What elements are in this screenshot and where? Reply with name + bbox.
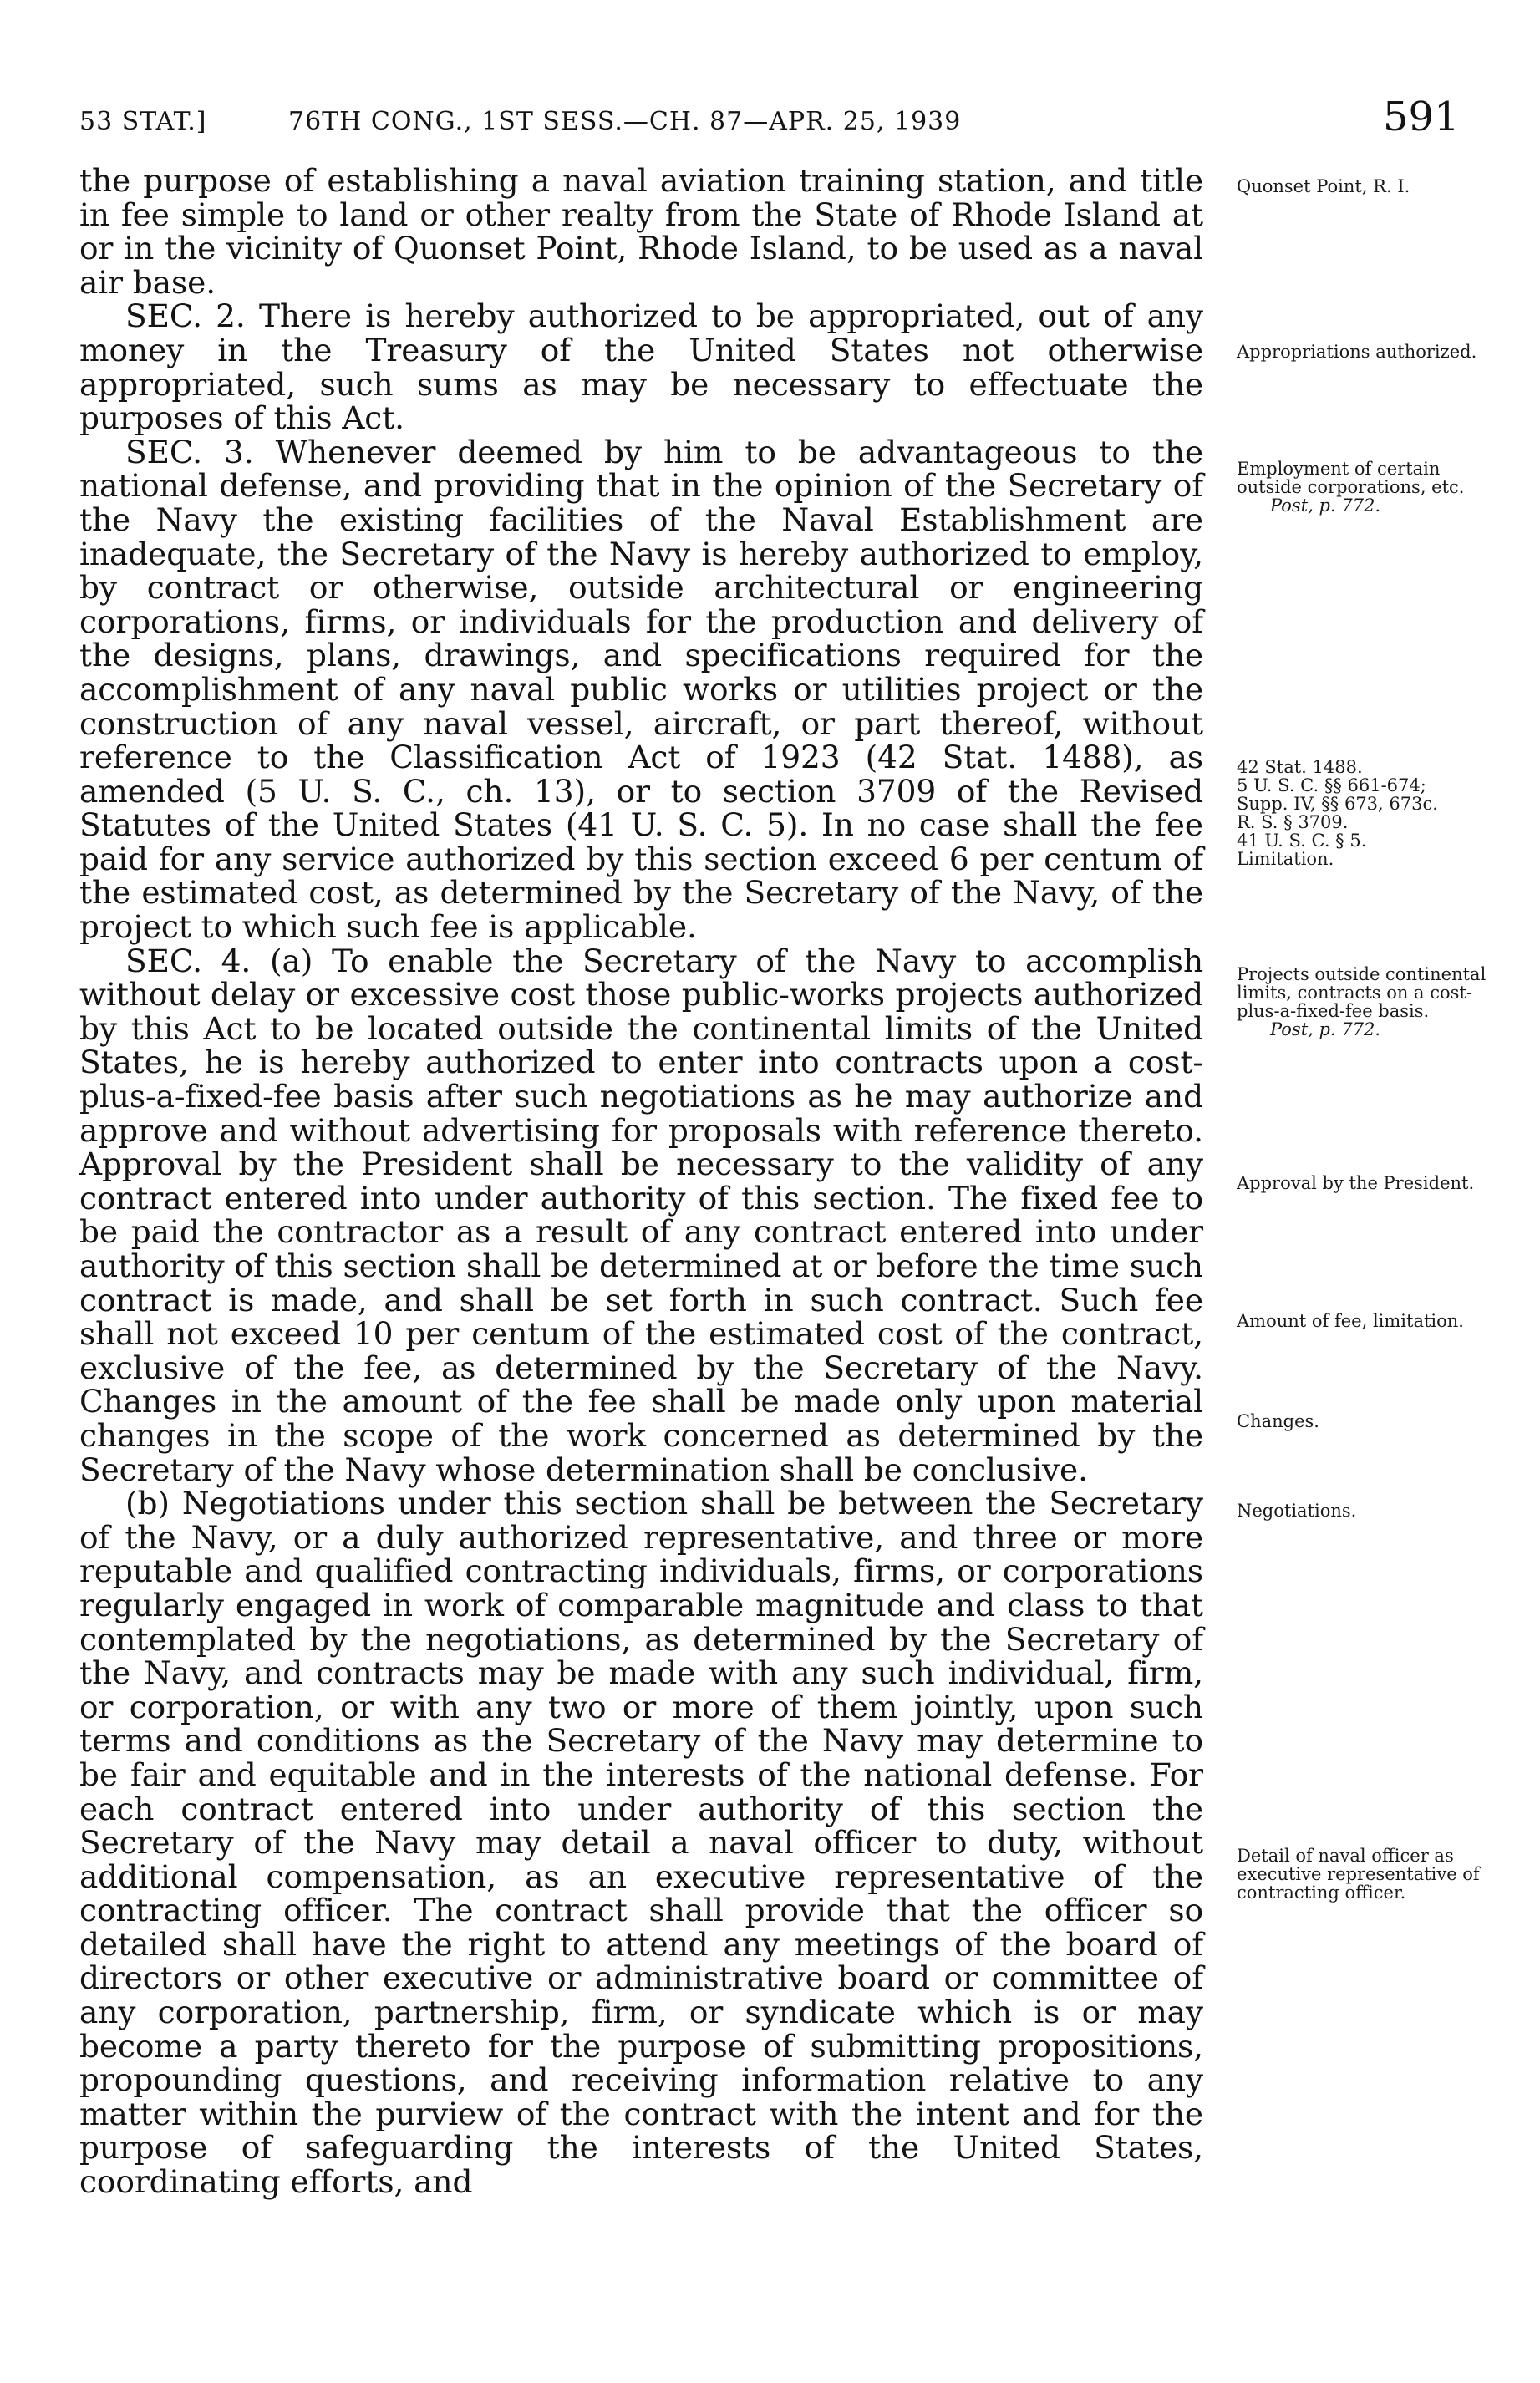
session-chapter-date: 76TH CONG., 1ST SESS.—CH. 87—APR. 25, 1939	[288, 107, 962, 136]
margin-note-appropriations: Appropriations authorized.	[1237, 342, 1477, 362]
margin-note-approval: Approval by the President.	[1237, 1173, 1475, 1193]
paragraph-text: Whenever deemed by him to be advantageous to the national defense, and providing that in the opinion of the Secretary of the Navy the existing facilities of the Naval Establishment are inadequate, the Secretary of the Navy is hereby authorized to employ, by contract or otherwise, outside architectural or engineering corporations, firms, or individuals for the production and delivery of the designs, plans, drawings, and specifications required for the accomplishment of any naval public works or utilities project or the construction of any naval vessel, aircraft, or part thereof, without reference to the Classification Act of 1923 (42 Stat. 1488), as amended (5 U. S. C., ch. 13), or to section 3709 of the Revised Statutes of the United States (41 U. S. C. 5). In no case shall the fee paid for any service authorized by this section exceed 6 per centum of the estimated cost, as determined by the Secretary of the Navy, of the project to which such fee is applicable.	[79, 433, 1203, 946]
section-label: SEC. 2.	[125, 297, 246, 335]
page-header	[0, 94, 1540, 152]
section-4b	[79, 1485, 1203, 2201]
page-number: 591	[1383, 94, 1460, 140]
paragraph-text: (b) Negotiations under this section shall be between the Secretary of the Navy, or a duly authorized representative, and three or more reputable and qualified contracting individuals, firms, or corporations regularly engaged in work of comparable magnitude and class to that contemplated by the negotiations, as determined by the Secretary of the Navy, and contracts may be made with any such individual, firm, or corporation, or with any two or more of them jointly, upon such terms and conditions as the Secretary of the Navy may determine to be fair and equitable and in the interests of the national defense. For each contract entered into under authority of this section the Secretary of the Navy may detail a naval officer to duty, without additional compensation, as an executive representative of the contracting officer. The contract shall provide that the officer so detailed shall have the right to attend any meetings of the board of directors or other executive or administrative board or committee of any corporation, partnership, firm, or syndicate which is or may become a party thereto for the purpose of submitting propositions, propounding questions, and receiving information relative to any matter within the purview of the contract with the intent and for the purpose of safeguarding the interests of the United States, coordinating efforts, and	[79, 1485, 1203, 2201]
margin-note-negotiations: Negotiations.	[1237, 1501, 1357, 1521]
paragraph-text: the purpose of establishing a naval aviation training station, and title in fee simple to land or other realty from the State of Rhode Island at or in the vicinity of Quonset Point, Rhode Island, to be used as a naval air base.	[79, 162, 1203, 301]
margin-note-changes: Changes.	[1237, 1411, 1319, 1431]
statute-reference: 53 STAT.]	[79, 107, 207, 136]
statute-body	[79, 164, 1203, 2199]
paragraph-text: There is hereby authorized to be appropriated, out of any money in the Treasury of the United States not otherwise appropriated, such sums as may be necessary to effectuate the purposes of this Act.	[79, 297, 1203, 437]
margin-note-citations: 42 Stat. 1488. 5 U. S. C. §§ 661-674; Supp. IV, §§ 673, 673c. R. S. § 3709. 41 U. S. C. § 5. Limitation.	[1237, 757, 1438, 869]
paragraph-text: (a) To enable the Secretary of the Navy to accomplish without delay or excessive cost those public-works projects authorized by this Act to be located outside the continental limits of the United States, he is hereby authorized to enter into contracts upon a cost-plus-a-fixed-fee basis after such negotiations as he may authorize and approve and without advertising for proposals with reference thereto. Approval by the President shall be necessary to the validity of any contract entered into under authority of this section. The fixed fee to be paid the contractor as a result of any contract entered into under authority of this section shall be determined at or before the time such contract is made, and shall be set forth in such contract. Such fee shall not exceed 10 per centum of the estimated cost of the contract, exclusive of the fee, as determined by the Secretary of the Navy. Changes in the amount of the fee shall be made only upon material changes in the scope of the work concerned as determined by the Secretary of the Navy whose determination shall be conclusive.	[79, 942, 1203, 1488]
section-label: SEC. 4.	[125, 942, 252, 979]
section-label: SEC. 3.	[125, 433, 254, 470]
margin-note-quonset: Quonset Point, R. I.	[1237, 176, 1410, 196]
section-3	[79, 435, 1203, 944]
margin-note-projects-outside: Projects outside continental limits, contracts on a cost-plus-a-fixed-fee basis. Post, p. 772.	[1237, 964, 1487, 1039]
paragraph-continuation	[79, 164, 1203, 299]
section-2	[79, 297, 1203, 437]
section-4a	[79, 944, 1203, 1487]
margin-note-fee-limitation: Amount of fee, limitation.	[1237, 1311, 1464, 1331]
margin-note-detail-officer: Detail of naval officer as executive representative of contracting officer.	[1237, 1846, 1480, 1903]
margin-note-employment: Employment of certain outside corporations, etc. Post, p. 772.	[1237, 459, 1465, 516]
